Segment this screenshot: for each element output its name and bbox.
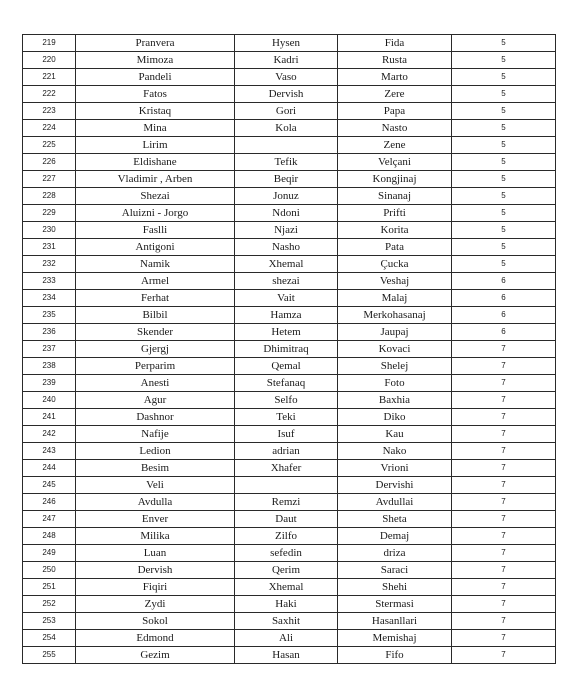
row-number-cell: 245 <box>23 477 76 494</box>
table-row <box>23 290 556 307</box>
father-name-cell: Xhemal <box>235 256 338 273</box>
last-name-cell: Stermasi <box>338 596 452 613</box>
table-row <box>23 426 556 443</box>
group-cell: 5 <box>452 154 556 171</box>
group-cell: 7 <box>452 443 556 460</box>
row-number-cell: 225 <box>23 137 76 154</box>
father-name-cell <box>235 137 338 154</box>
father-name-cell: Vait <box>235 290 338 307</box>
table-row <box>23 137 556 154</box>
row-number-cell: 231 <box>23 239 76 256</box>
last-name-cell: Papa <box>338 103 452 120</box>
table-row <box>23 477 556 494</box>
group-cell: 5 <box>452 137 556 154</box>
row-number-cell: 237 <box>23 341 76 358</box>
row-number-cell: 252 <box>23 596 76 613</box>
table-row <box>23 528 556 545</box>
group-cell: 5 <box>452 69 556 86</box>
father-name-cell <box>235 477 338 494</box>
father-name-cell: Xhemal <box>235 579 338 596</box>
group-cell: 7 <box>452 358 556 375</box>
row-number-cell: 222 <box>23 86 76 103</box>
first-name-cell: Antigoni <box>76 239 235 256</box>
table-row <box>23 35 556 52</box>
group-cell: 7 <box>452 392 556 409</box>
group-cell: 5 <box>452 171 556 188</box>
father-name-cell: Hetem <box>235 324 338 341</box>
first-name-cell: Shezai <box>76 188 235 205</box>
group-cell: 7 <box>452 426 556 443</box>
roster-table-body <box>23 35 556 664</box>
table-row <box>23 256 556 273</box>
first-name-cell: Bilbil <box>76 307 235 324</box>
last-name-cell: Vrioni <box>338 460 452 477</box>
father-name-cell: Njazi <box>235 222 338 239</box>
table-row <box>23 69 556 86</box>
roster-table <box>22 34 556 664</box>
last-name-cell: Zene <box>338 137 452 154</box>
table-row <box>23 188 556 205</box>
row-number-cell: 246 <box>23 494 76 511</box>
father-name-cell: Hamza <box>235 307 338 324</box>
father-name-cell: Nasho <box>235 239 338 256</box>
last-name-cell: Shehi <box>338 579 452 596</box>
last-name-cell: Pata <box>338 239 452 256</box>
group-cell: 5 <box>452 222 556 239</box>
father-name-cell: Xhafer <box>235 460 338 477</box>
table-row <box>23 511 556 528</box>
table-row <box>23 579 556 596</box>
father-name-cell: Tefik <box>235 154 338 171</box>
table-row <box>23 52 556 69</box>
first-name-cell: Faslli <box>76 222 235 239</box>
group-cell: 7 <box>452 579 556 596</box>
group-cell: 6 <box>452 273 556 290</box>
first-name-cell: Aluizni - Jorgo <box>76 205 235 222</box>
table-row <box>23 630 556 647</box>
table-row <box>23 103 556 120</box>
row-number-cell: 220 <box>23 52 76 69</box>
first-name-cell: Milika <box>76 528 235 545</box>
group-cell: 6 <box>452 307 556 324</box>
table-row <box>23 494 556 511</box>
table-row <box>23 647 556 664</box>
group-cell: 7 <box>452 460 556 477</box>
last-name-cell: Korita <box>338 222 452 239</box>
first-name-cell: Skender <box>76 324 235 341</box>
first-name-cell: Pandeli <box>76 69 235 86</box>
table-row <box>23 613 556 630</box>
last-name-cell: Baxhia <box>338 392 452 409</box>
last-name-cell: Hasanllari <box>338 613 452 630</box>
first-name-cell: Lirim <box>76 137 235 154</box>
table-row <box>23 205 556 222</box>
group-cell: 5 <box>452 103 556 120</box>
last-name-cell: Dervishi <box>338 477 452 494</box>
row-number-cell: 240 <box>23 392 76 409</box>
first-name-cell: Zydi <box>76 596 235 613</box>
table-row <box>23 171 556 188</box>
group-cell: 7 <box>452 545 556 562</box>
last-name-cell: Kau <box>338 426 452 443</box>
group-cell: 7 <box>452 528 556 545</box>
last-name-cell: Velçani <box>338 154 452 171</box>
first-name-cell: Gjergj <box>76 341 235 358</box>
group-cell: 5 <box>452 188 556 205</box>
group-cell: 7 <box>452 494 556 511</box>
last-name-cell: Prifti <box>338 205 452 222</box>
last-name-cell: Kovaci <box>338 341 452 358</box>
father-name-cell: Dervish <box>235 86 338 103</box>
document-page <box>22 34 556 664</box>
father-name-cell: Teki <box>235 409 338 426</box>
father-name-cell: Qerim <box>235 562 338 579</box>
first-name-cell: Luan <box>76 545 235 562</box>
last-name-cell: Nasto <box>338 120 452 137</box>
first-name-cell: Mina <box>76 120 235 137</box>
last-name-cell: Marto <box>338 69 452 86</box>
group-cell: 5 <box>452 52 556 69</box>
row-number-cell: 228 <box>23 188 76 205</box>
father-name-cell: Zilfo <box>235 528 338 545</box>
row-number-cell: 244 <box>23 460 76 477</box>
last-name-cell: Avdullai <box>338 494 452 511</box>
group-cell: 6 <box>452 290 556 307</box>
table-row <box>23 375 556 392</box>
table-row <box>23 86 556 103</box>
father-name-cell: Beqir <box>235 171 338 188</box>
row-number-cell: 241 <box>23 409 76 426</box>
table-row <box>23 460 556 477</box>
last-name-cell: Veshaj <box>338 273 452 290</box>
group-cell: 6 <box>452 324 556 341</box>
first-name-cell: Dervish <box>76 562 235 579</box>
first-name-cell: Agur <box>76 392 235 409</box>
last-name-cell: Saraci <box>338 562 452 579</box>
group-cell: 5 <box>452 35 556 52</box>
group-cell: 7 <box>452 511 556 528</box>
row-number-cell: 253 <box>23 613 76 630</box>
group-cell: 7 <box>452 341 556 358</box>
last-name-cell: Çucka <box>338 256 452 273</box>
first-name-cell: Anesti <box>76 375 235 392</box>
father-name-cell: Gori <box>235 103 338 120</box>
last-name-cell: Malaj <box>338 290 452 307</box>
first-name-cell: Kristaq <box>76 103 235 120</box>
last-name-cell: Kongjinaj <box>338 171 452 188</box>
table-row <box>23 239 556 256</box>
last-name-cell: Jaupaj <box>338 324 452 341</box>
group-cell: 7 <box>452 613 556 630</box>
group-cell: 5 <box>452 256 556 273</box>
row-number-cell: 227 <box>23 171 76 188</box>
group-cell: 7 <box>452 477 556 494</box>
father-name-cell: Qemal <box>235 358 338 375</box>
last-name-cell: Memishaj <box>338 630 452 647</box>
row-number-cell: 250 <box>23 562 76 579</box>
row-number-cell: 221 <box>23 69 76 86</box>
row-number-cell: 229 <box>23 205 76 222</box>
first-name-cell: Pranvera <box>76 35 235 52</box>
table-row <box>23 596 556 613</box>
first-name-cell: Mimoza <box>76 52 235 69</box>
table-row <box>23 409 556 426</box>
father-name-cell: Dhimitraq <box>235 341 338 358</box>
row-number-cell: 254 <box>23 630 76 647</box>
row-number-cell: 243 <box>23 443 76 460</box>
first-name-cell: Eldishane <box>76 154 235 171</box>
group-cell: 7 <box>452 562 556 579</box>
row-number-cell: 248 <box>23 528 76 545</box>
group-cell: 7 <box>452 647 556 664</box>
row-number-cell: 238 <box>23 358 76 375</box>
table-row <box>23 222 556 239</box>
last-name-cell: Sinanaj <box>338 188 452 205</box>
last-name-cell: Shelej <box>338 358 452 375</box>
table-row <box>23 273 556 290</box>
row-number-cell: 242 <box>23 426 76 443</box>
first-name-cell: Avdulla <box>76 494 235 511</box>
table-row <box>23 443 556 460</box>
group-cell: 7 <box>452 596 556 613</box>
last-name-cell: driza <box>338 545 452 562</box>
row-number-cell: 247 <box>23 511 76 528</box>
last-name-cell: Zere <box>338 86 452 103</box>
father-name-cell: Haki <box>235 596 338 613</box>
row-number-cell: 230 <box>23 222 76 239</box>
father-name-cell: Stefanaq <box>235 375 338 392</box>
first-name-cell: Dashnor <box>76 409 235 426</box>
row-number-cell: 233 <box>23 273 76 290</box>
row-number-cell: 219 <box>23 35 76 52</box>
first-name-cell: Ferhat <box>76 290 235 307</box>
first-name-cell: Sokol <box>76 613 235 630</box>
group-cell: 7 <box>452 375 556 392</box>
first-name-cell: Ledion <box>76 443 235 460</box>
first-name-cell: Veli <box>76 477 235 494</box>
last-name-cell: Diko <box>338 409 452 426</box>
first-name-cell: Besim <box>76 460 235 477</box>
row-number-cell: 223 <box>23 103 76 120</box>
father-name-cell: Kola <box>235 120 338 137</box>
father-name-cell: Kadri <box>235 52 338 69</box>
row-number-cell: 251 <box>23 579 76 596</box>
table-row <box>23 545 556 562</box>
first-name-cell: Enver <box>76 511 235 528</box>
row-number-cell: 249 <box>23 545 76 562</box>
father-name-cell: adrian <box>235 443 338 460</box>
group-cell: 5 <box>452 239 556 256</box>
row-number-cell: 236 <box>23 324 76 341</box>
first-name-cell: Edmond <box>76 630 235 647</box>
row-number-cell: 224 <box>23 120 76 137</box>
table-row <box>23 392 556 409</box>
father-name-cell: Saxhit <box>235 613 338 630</box>
last-name-cell: Merkohasanaj <box>338 307 452 324</box>
last-name-cell: Nako <box>338 443 452 460</box>
table-row <box>23 341 556 358</box>
father-name-cell: Daut <box>235 511 338 528</box>
father-name-cell: Selfo <box>235 392 338 409</box>
first-name-cell: Vladimir , Arben <box>76 171 235 188</box>
table-row <box>23 120 556 137</box>
first-name-cell: Fatos <box>76 86 235 103</box>
father-name-cell: Vaso <box>235 69 338 86</box>
row-number-cell: 226 <box>23 154 76 171</box>
group-cell: 7 <box>452 409 556 426</box>
father-name-cell: Remzi <box>235 494 338 511</box>
table-row <box>23 324 556 341</box>
group-cell: 5 <box>452 86 556 103</box>
first-name-cell: Armel <box>76 273 235 290</box>
table-row <box>23 562 556 579</box>
group-cell: 5 <box>452 205 556 222</box>
row-number-cell: 234 <box>23 290 76 307</box>
father-name-cell: Hysen <box>235 35 338 52</box>
father-name-cell: Isuf <box>235 426 338 443</box>
last-name-cell: Fifo <box>338 647 452 664</box>
first-name-cell: Perparim <box>76 358 235 375</box>
first-name-cell: Fiqiri <box>76 579 235 596</box>
father-name-cell: Ali <box>235 630 338 647</box>
row-number-cell: 255 <box>23 647 76 664</box>
first-name-cell: Gezim <box>76 647 235 664</box>
first-name-cell: Nafije <box>76 426 235 443</box>
father-name-cell: Jonuz <box>235 188 338 205</box>
first-name-cell: Namik <box>76 256 235 273</box>
last-name-cell: Sheta <box>338 511 452 528</box>
last-name-cell: Demaj <box>338 528 452 545</box>
last-name-cell: Rusta <box>338 52 452 69</box>
table-row <box>23 358 556 375</box>
father-name-cell: Ndoni <box>235 205 338 222</box>
father-name-cell: sefedin <box>235 545 338 562</box>
last-name-cell: Foto <box>338 375 452 392</box>
group-cell: 7 <box>452 630 556 647</box>
table-row <box>23 154 556 171</box>
father-name-cell: shezai <box>235 273 338 290</box>
last-name-cell: Fida <box>338 35 452 52</box>
row-number-cell: 232 <box>23 256 76 273</box>
row-number-cell: 239 <box>23 375 76 392</box>
father-name-cell: Hasan <box>235 647 338 664</box>
row-number-cell: 235 <box>23 307 76 324</box>
table-row <box>23 307 556 324</box>
group-cell: 5 <box>452 120 556 137</box>
